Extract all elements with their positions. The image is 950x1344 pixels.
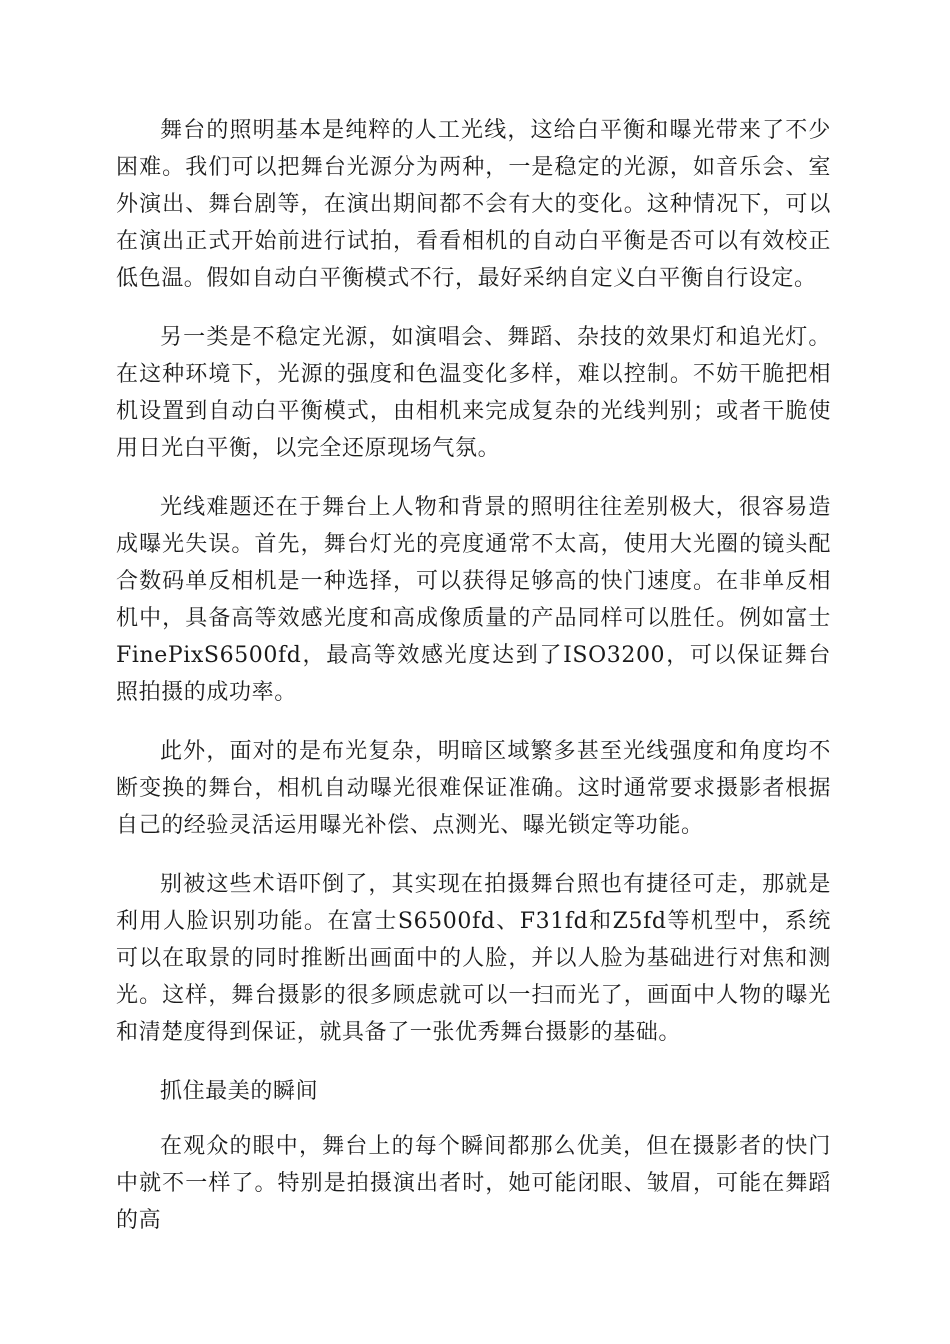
paragraph-unstable-light: 另一类是不稳定光源，如演唱会、舞蹈、杂技的效果灯和追光灯。在这种环境下，光源的强度和色温变化多样，难以控制。不妨干脆把相机设置到自动白平衡模式，由相机来完成复杂的光线判别；或者干脆使用日光白平衡，以完全还原现场气氛。 (116, 325, 831, 461)
paragraph-best-moment: 在观众的眼中，舞台上的每个瞬间都那么优美，但在摄影者的快门中就不一样了。特别是拍摄演出者时，她可能闭眼、皱眉，可能在舞蹈的高 (116, 1134, 831, 1233)
section-heading: 抓住最美的瞬间 (160, 1079, 319, 1104)
paragraph-face-detection: 别被这些术语吓倒了，其实现在拍摄舞台照也有捷径可走，那就是利用人脸识别功能。在富士S6500fd、F31fd和Z5fd等机型中，系统可以在取景的同时推断出画面中的人脸，并以人脸为基础进行对焦和测光。这样，舞台摄影的很多顾虑就可以一扫而光了，画面中人物的曝光和清楚度得到保证，就具备了一张优秀舞台摄影的基础。 (116, 872, 831, 1045)
document-body (116, 112, 831, 1261)
paragraph-exposure-difficulty: 光线难题还在于舞台上人物和背景的照明往往差别极大，很容易造成曝光失误。首先，舞台灯光的亮度通常不太高，使用大光圈的镜头配合数码单反相机是一种选择，可以获得足够高的快门速度。在非单反相机中，具备高等效感光度和高成像质量的产品同样可以胜任。例如富士FinePixS6500fd，最高等效感光度达到了ISO3200，可以保证舞台照拍摄的成功率。 (116, 495, 831, 705)
paragraph-stage-lighting: 舞台的照明基本是纯粹的人工光线，这给白平衡和曝光带来了不少困难。我们可以把舞台光源分为两种，一是稳定的光源，如音乐会、室外演出、舞台剧等，在演出期间都不会有大的变化。这种情况下，可以在演出正式开始前进行试拍，看看相机的自动白平衡是否可以有效校正低色温。假如自动白平衡模式不行，最好采纳自定义白平衡自行设定。 (116, 118, 831, 291)
paragraph-complex-lighting: 此外，面对的是布光复杂，明暗区域繁多甚至光线强度和角度均不断变换的舞台，相机自动曝光很难保证准确。这时通常要求摄影者根据自己的经验灵活运用曝光补偿、点测光、曝光锁定等功能。 (116, 739, 831, 838)
